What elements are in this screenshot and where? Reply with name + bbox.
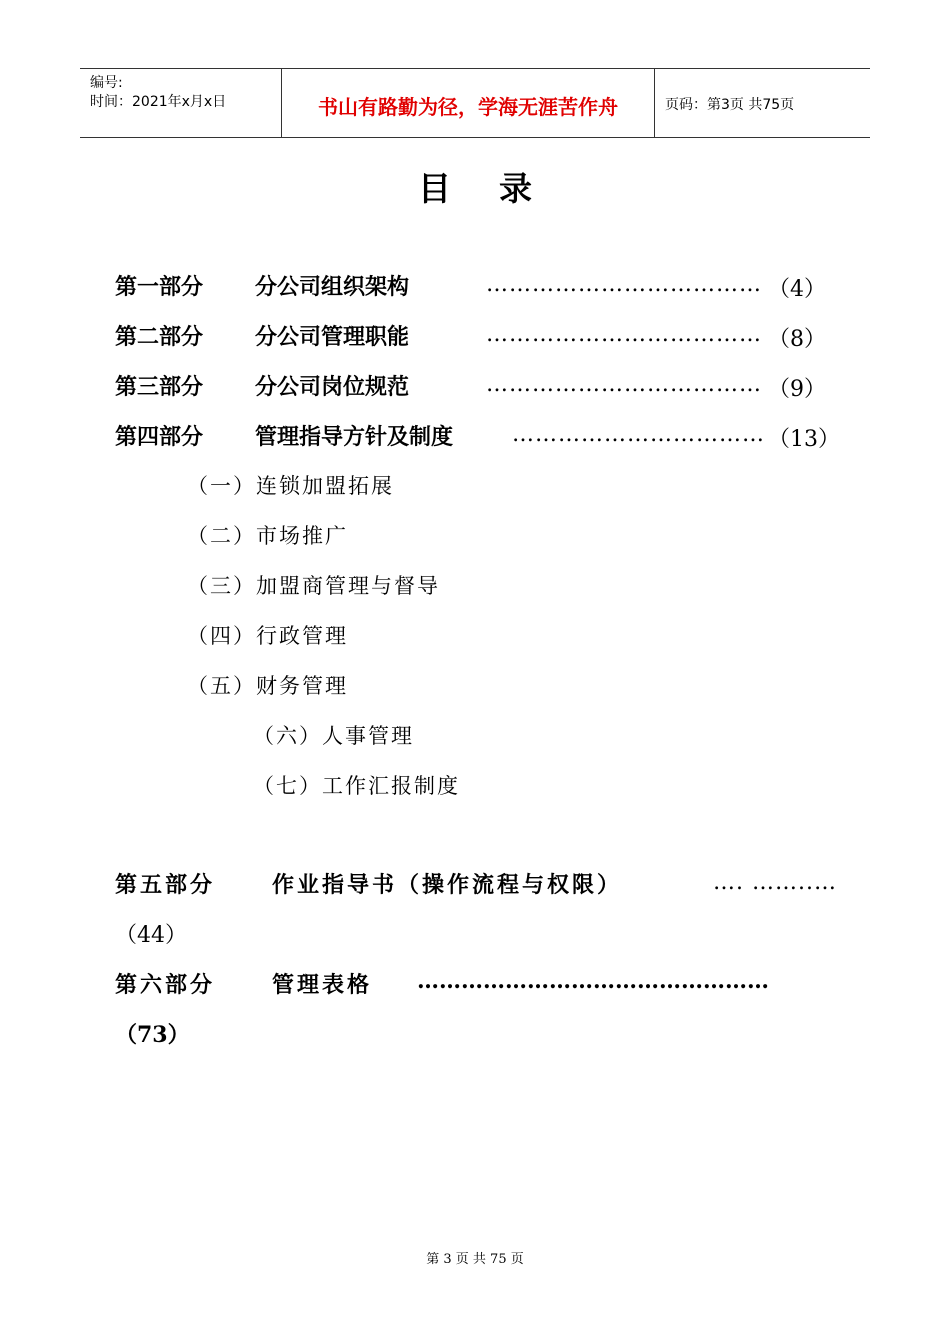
page-footer: 第 3 页 共 75 页 xyxy=(426,1252,524,1267)
toc-part-label: 第二部分 xyxy=(115,324,204,350)
toc-dots: ……………………………… xyxy=(486,272,762,297)
toc-dots: ………………………………………… xyxy=(417,968,769,994)
toc-part-label: 第一部分 xyxy=(115,274,204,300)
toc-part-label: 第三部分 xyxy=(115,374,204,400)
toc-page-number: （9） xyxy=(768,377,826,402)
header-meta-cell xyxy=(80,69,282,137)
page-title: 目录 xyxy=(418,169,580,208)
toc-part-name: 分公司岗位规范 xyxy=(255,374,410,400)
toc-part-name: 管理指导方针及制度 xyxy=(255,424,454,450)
toc-subsection: （五）财务管理 xyxy=(187,674,348,698)
toc-part-label: 第六部分 xyxy=(115,972,216,998)
toc-page-number: （8） xyxy=(768,327,826,352)
header-motto: 书山有路勤为径，学海无涯苦作舟 xyxy=(318,95,618,119)
toc-page-number-part5: （44） xyxy=(115,923,187,948)
toc-part-name: 作业指导书（操作流程与权限） xyxy=(272,872,623,898)
toc-subsection: （一）连锁加盟拓展 xyxy=(187,474,394,498)
toc-part-name: 分公司组织架构 xyxy=(255,274,410,300)
header-page-cell xyxy=(655,69,870,137)
toc-dots: ……………………………… xyxy=(486,322,762,347)
toc-subsection: （四）行政管理 xyxy=(187,624,348,648)
toc-page-number-part6: （73） xyxy=(115,1022,190,1048)
document-number-label: 编号: xyxy=(90,75,123,91)
toc-part-name: 分公司管理职能 xyxy=(255,324,410,350)
toc-subsection: （七）工作汇报制度 xyxy=(253,774,460,798)
document-date: 时间：2021年x月x日 xyxy=(90,94,227,110)
toc-subsection: （二）市场推广 xyxy=(187,524,348,548)
header-motto-cell xyxy=(282,69,655,137)
toc-page-number: （13） xyxy=(768,427,840,452)
toc-part-name: 管理表格 xyxy=(272,972,373,998)
toc-subsection: （六）人事管理 xyxy=(253,724,414,748)
toc-dots: …. ……..… xyxy=(713,870,837,895)
toc-page-number: （4） xyxy=(768,277,826,302)
header-page-info: 页码：第3页 共75页 xyxy=(665,97,795,113)
toc-subsection: （三）加盟商管理与督导 xyxy=(187,574,440,598)
toc-dots: …………………………… xyxy=(512,422,765,447)
toc-part-label: 第四部分 xyxy=(115,424,204,450)
document-header xyxy=(80,68,870,138)
toc-dots: ……………………………… xyxy=(486,372,762,397)
toc-part-label: 第五部分 xyxy=(115,872,216,898)
